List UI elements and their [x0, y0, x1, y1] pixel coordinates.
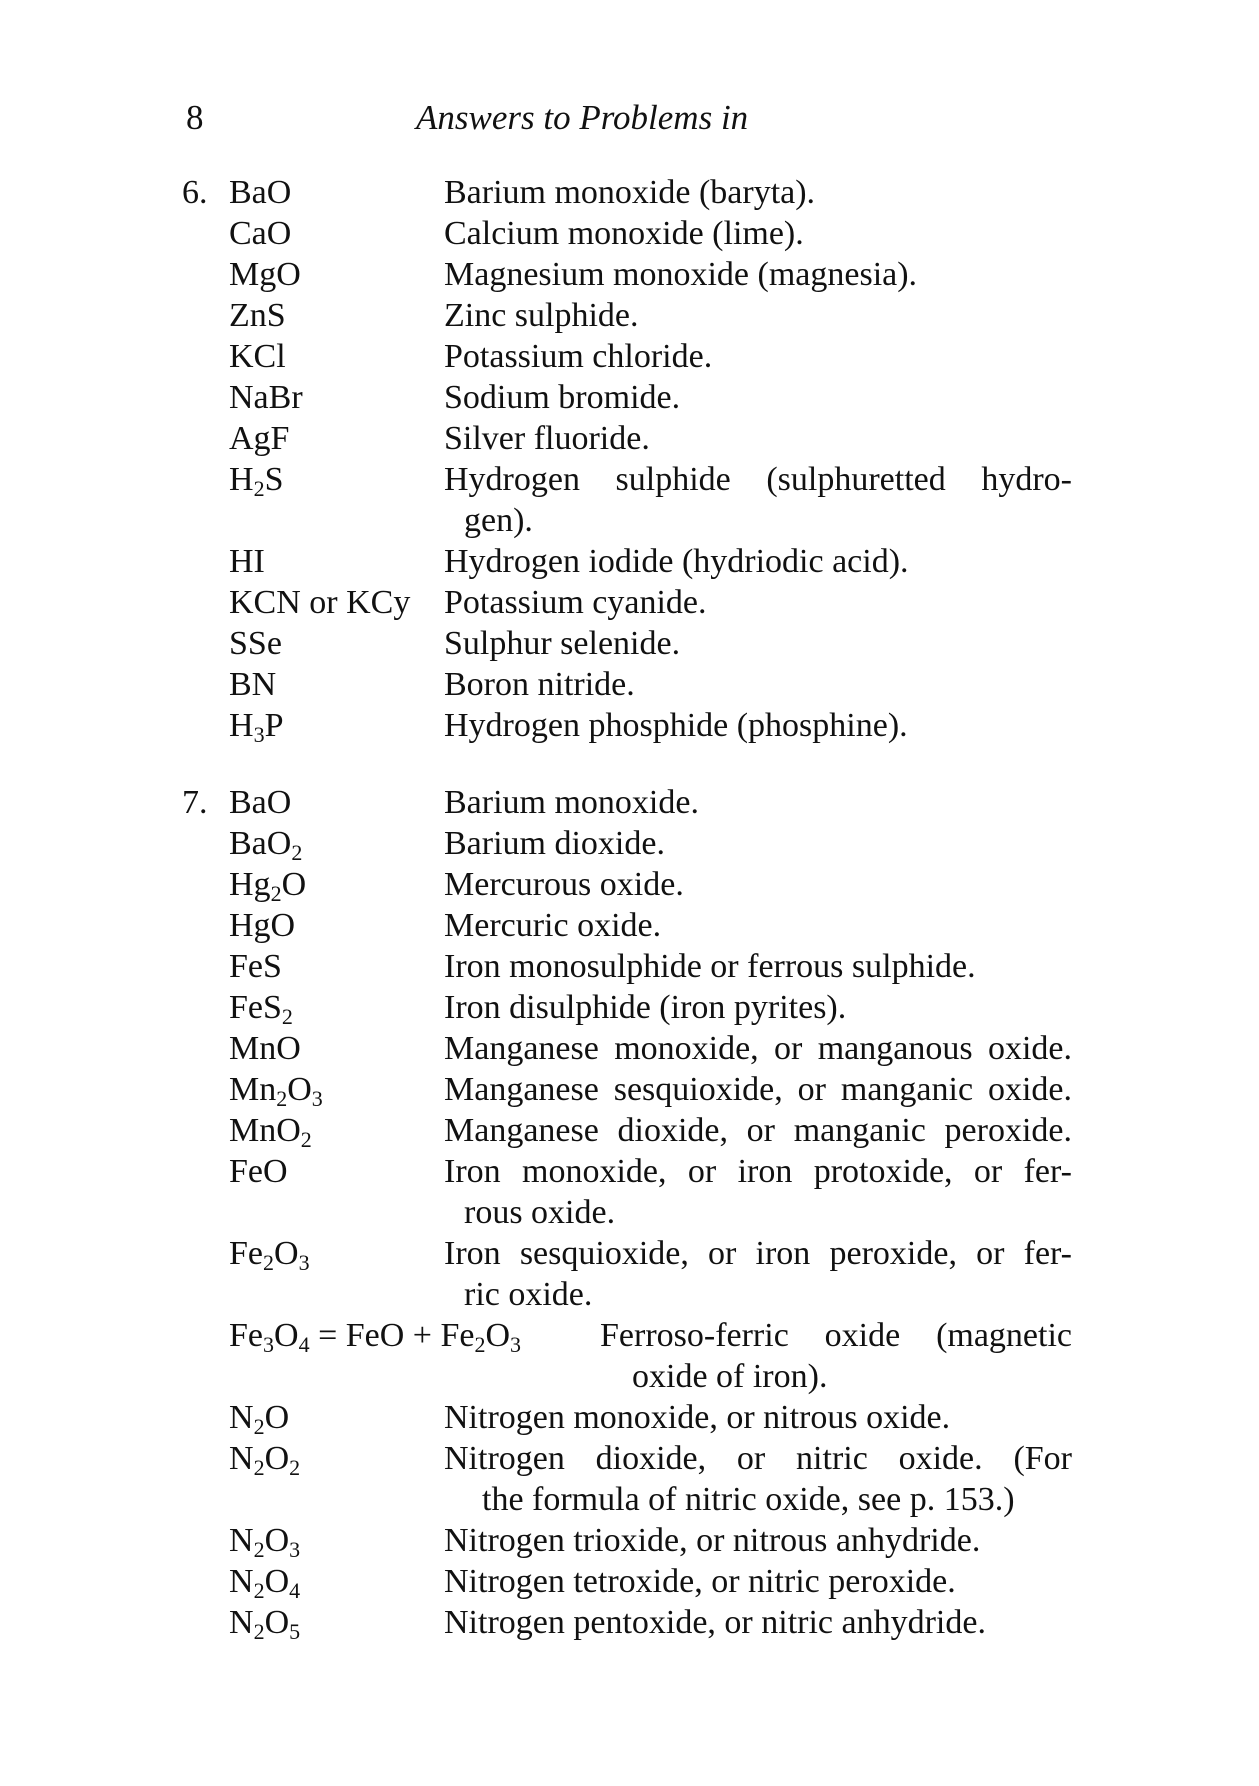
- description-continuation: rous oxide.: [464, 1194, 616, 1231]
- table-row: [0, 1561, 1259, 1602]
- table-row: [0, 1315, 1259, 1395]
- formula: BaO$_2$: [229, 825, 303, 865]
- description: Boron nitride.: [444, 666, 635, 703]
- description: Iron monosulphide or ferrous sulphide.: [444, 948, 976, 985]
- formula: ZnS: [229, 297, 286, 334]
- table-row: [0, 1397, 1259, 1438]
- table-row: [0, 336, 1259, 377]
- table-row: [0, 1110, 1259, 1151]
- description: Sodium bromide.: [444, 379, 681, 416]
- formula: $N_2O_5$: [229, 1604, 301, 1644]
- description: Calcium monoxide (lime).: [444, 215, 804, 252]
- table-row: [0, 377, 1259, 418]
- formula: NaBr: [229, 379, 303, 416]
- formula: $N_2O_3$: [229, 1522, 301, 1562]
- description: Manganese dioxide, or manganic peroxide.: [444, 1112, 1072, 1149]
- description: Barium dioxide.: [444, 825, 665, 862]
- formula: KCl: [229, 338, 286, 375]
- description: Nitrogen tetroxide, or nitric peroxide.: [444, 1563, 956, 1600]
- formula: SSe: [229, 625, 282, 662]
- table-row: [0, 782, 1259, 823]
- description: Nitrogen monoxide, or nitrous oxide.: [444, 1399, 951, 1436]
- table-row: [0, 1520, 1259, 1561]
- description: Mercuric oxide.: [444, 907, 662, 944]
- formula: MnO$_2$: [229, 1112, 312, 1152]
- formula: FeS$_2$: [229, 989, 293, 1029]
- description-continuation: ric oxide.: [464, 1276, 593, 1313]
- formula: $Fe_2O_3$: [229, 1235, 310, 1275]
- description: Potassium chloride.: [444, 338, 713, 375]
- description: Zinc sulphide.: [444, 297, 639, 334]
- description: Mercurous oxide.: [444, 866, 684, 903]
- description: Hydrogen iodide (hydriodic acid).: [444, 543, 909, 580]
- formula: $Hg_2O$: [229, 866, 307, 906]
- table-row: [0, 823, 1259, 864]
- description: Manganese sesquioxide, or manganic oxide.: [444, 1071, 1072, 1108]
- table-row: [0, 254, 1259, 295]
- table-row: [0, 1233, 1259, 1313]
- description: Nitrogen pentoxide, or nitric anhydride.: [444, 1604, 986, 1641]
- table-row: [0, 541, 1259, 582]
- table-row: [0, 1438, 1259, 1518]
- running-title: Answers to Problems in: [416, 98, 749, 137]
- table-row: [0, 905, 1259, 946]
- formula: FeO: [229, 1153, 288, 1190]
- description: Barium monoxide.: [444, 784, 699, 821]
- description: Magnesium monoxide (magnesia).: [444, 256, 918, 293]
- description: Barium monoxide (baryta).: [444, 174, 816, 211]
- description: Manganese monoxide, or manganous oxide.: [444, 1030, 1072, 1067]
- page-number: 8: [186, 98, 204, 137]
- table-row: [0, 705, 1259, 746]
- table-row: [0, 1069, 1259, 1110]
- description: Iron sesquioxide, or iron peroxide, or fer-: [444, 1235, 1072, 1272]
- formula: $N_2O_4$: [229, 1563, 301, 1603]
- table-row: [0, 213, 1259, 254]
- description: Nitrogen dioxide, or nitric oxide. (For: [444, 1440, 1072, 1477]
- description: Ferroso-ferric oxide (magnetic: [600, 1317, 1072, 1354]
- formula: CaO: [229, 215, 292, 252]
- table-row: [0, 1028, 1259, 1069]
- description: Nitrogen trioxide, or nitrous anhydride.: [444, 1522, 981, 1559]
- table-row: [0, 459, 1259, 539]
- formula: $N_2O$: [229, 1399, 290, 1439]
- formula: $H_2S$: [229, 461, 284, 501]
- description: Sulphur selenide.: [444, 625, 681, 662]
- description: Hydrogen sulphide (sulphuretted hydro-: [444, 461, 1072, 498]
- formula: BaO: [229, 174, 292, 211]
- table-row: [0, 987, 1259, 1028]
- description: Potassium cyanide.: [444, 584, 707, 621]
- formula: $Mn_2O_3$: [229, 1071, 323, 1111]
- description-continuation: the formula of nitric oxide, see p. 153.): [482, 1481, 1015, 1518]
- description: Iron disulphide (iron pyrites).: [444, 989, 847, 1026]
- formula: AgF: [229, 420, 290, 457]
- equation: $Fe_3O_4$ = FeO + $Fe_2O_3$: [229, 1317, 522, 1357]
- description-continuation: gen).: [464, 502, 533, 539]
- formula: FeS: [229, 948, 282, 985]
- formula: HI: [229, 543, 265, 580]
- table-row: [0, 295, 1259, 336]
- problem-number: 7.: [182, 784, 208, 821]
- formula: HgO: [229, 907, 296, 944]
- table-row: [0, 664, 1259, 705]
- formula: $N_2O_2$: [229, 1440, 301, 1480]
- description: Hydrogen phosphide (phosphine).: [444, 707, 908, 744]
- formula: MnO: [229, 1030, 301, 1067]
- description: Silver fluoride.: [444, 420, 650, 457]
- table-row: [0, 418, 1259, 459]
- formula: $H_3P$: [229, 707, 284, 747]
- table-row: [0, 582, 1259, 623]
- table-row: [0, 864, 1259, 905]
- formula: BaO: [229, 784, 292, 821]
- table-row: [0, 623, 1259, 664]
- problem-number: 6.: [182, 174, 208, 211]
- formula: MgO: [229, 256, 301, 293]
- table-row: [0, 172, 1259, 213]
- description: Iron monoxide, or iron protoxide, or fer-: [444, 1153, 1072, 1190]
- description-continuation: oxide of iron).: [632, 1358, 828, 1395]
- table-row: [0, 1602, 1259, 1643]
- table-row: [0, 946, 1259, 987]
- formula: KCN or KCy: [229, 584, 411, 621]
- formula: BN: [229, 666, 277, 703]
- table-row: [0, 1151, 1259, 1231]
